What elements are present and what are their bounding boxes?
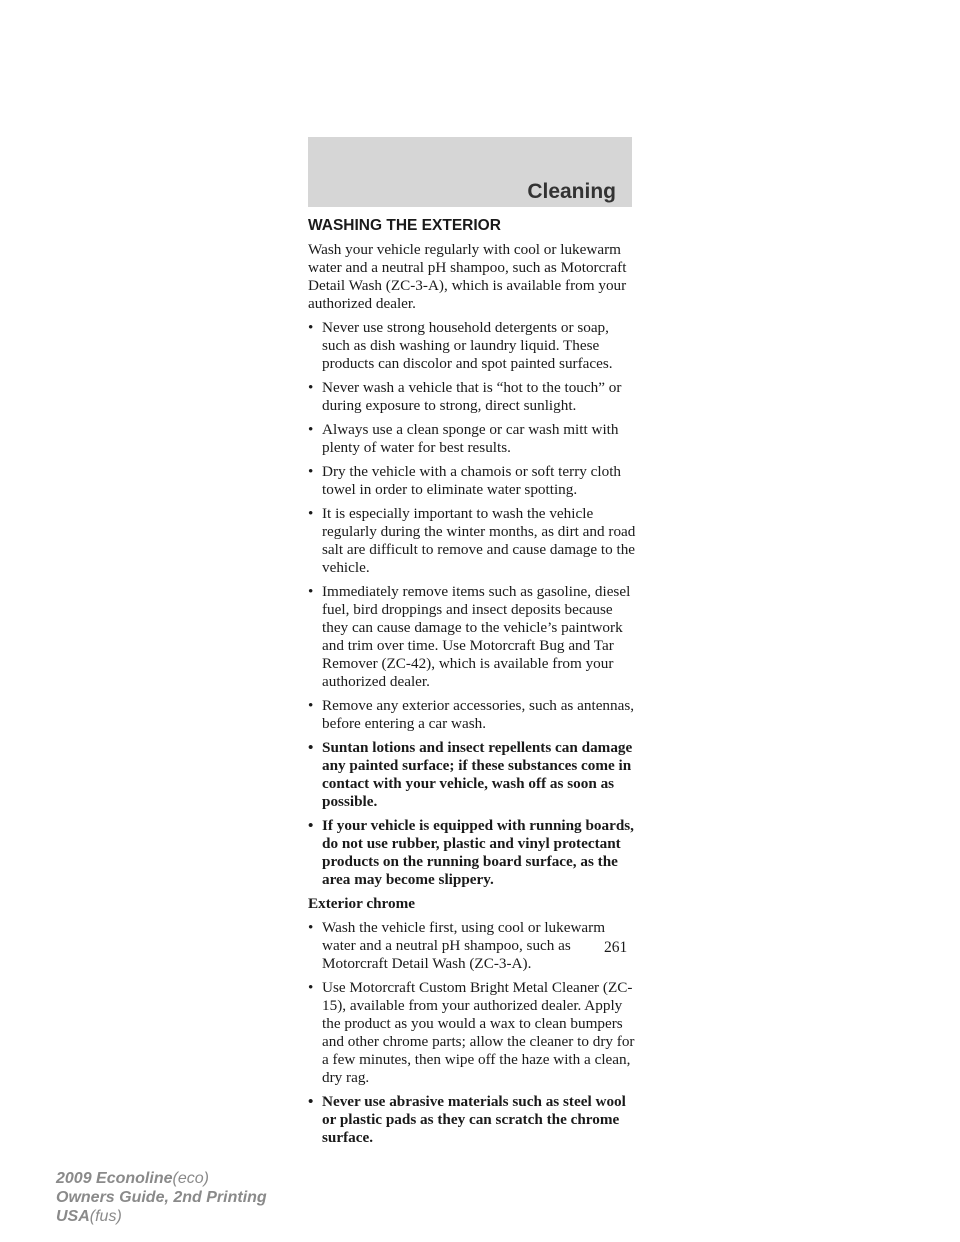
bullet-icon: • [308, 697, 314, 714]
footer-line-model: 2009 Econoline(eco) [56, 1170, 209, 1187]
bullet-icon: • [308, 379, 314, 396]
list-item: • Wash the vehicle first, using cool or lukewarm water and a neutral pH shampoo, such as Motorcraft Detail Wash (ZC-3-A). [308, 919, 606, 972]
list-item: • Use Motorcraft Custom Bright Metal Cleaner (ZC-15), available from your authorized dealer. Apply the product as you would a wax to clean bumpers and other chrome parts; allow the cleaner to dry for a few minutes, then wipe off the haze with a clean, dry rag. [308, 979, 635, 1086]
intro-paragraph: Wash your vehicle regularly with cool or lukewarm water and a neutral pH shampoo, such as Motorcraft Detail Wash (ZC-3-A), which is available from your authorized dealer. [308, 241, 627, 312]
page-content [308, 217, 638, 1153]
bullet-icon: • [308, 979, 314, 996]
warning-list-item: • Suntan lotions and insect repellents can damage any painted surface; if these substances come in contact with your vehicle, wash off as soon as possible. [308, 739, 633, 810]
footer-line-region: USA(fus) [56, 1208, 122, 1225]
list-item: • Never wash a vehicle that is “hot to the touch” or during exposure to strong, direct sunlight. [308, 379, 622, 414]
list-item: • Always use a clean sponge or car wash mitt with plenty of water for best results. [308, 421, 619, 456]
chapter-title: Cleaning [527, 180, 616, 203]
bullet-icon: • [308, 463, 314, 480]
section-heading: WASHING THE EXTERIOR [308, 217, 501, 234]
bullet-icon: • [308, 421, 314, 438]
chapter-header-band [308, 137, 632, 207]
subsection-heading: Exterior chrome [308, 895, 415, 912]
bullet-icon: • [308, 319, 314, 336]
bullet-icon: • [308, 919, 314, 936]
bullet-icon: • [308, 739, 314, 756]
list-item: • Immediately remove items such as gasoline, diesel fuel, bird droppings and insect deposits because they can cause damage to the vehicle’s paintwork and trim over time. Use Motorcraft Bug and Tar Remover (ZC-42), which is available from your authorized dealer. [308, 583, 631, 690]
document-footer [56, 1169, 267, 1226]
list-item: • Dry the vehicle with a chamois or soft terry cloth towel in order to eliminate water spotting. [308, 463, 622, 498]
list-item: • Never use strong household detergents or soap, such as dish washing or laundry liquid. These products can discolor and spot painted surfaces. [308, 319, 613, 372]
list-item: • It is especially important to wash the vehicle regularly during the winter months, as dirt and road salt are difficult to remove and cause damage to the vehicle. [308, 505, 636, 576]
footer-line-guide: Owners Guide, 2nd Printing [56, 1189, 267, 1206]
warning-list-item: • If your vehicle is equipped with running boards, do not use rubber, plastic and vinyl protectant products on the running board surface, as the area may become slippery. [308, 817, 634, 888]
list-item: • Remove any exterior accessories, such as antennas, before entering a car wash. [308, 697, 635, 732]
bullet-icon: • [308, 583, 314, 600]
bullet-icon: • [308, 817, 314, 834]
warning-list-item: • Never use abrasive materials such as steel wool or plastic pads as they can scratch the chrome surface. [308, 1093, 626, 1146]
page-number: 261 [604, 939, 628, 956]
bullet-icon: • [308, 505, 314, 522]
bullet-icon: • [308, 1093, 314, 1110]
